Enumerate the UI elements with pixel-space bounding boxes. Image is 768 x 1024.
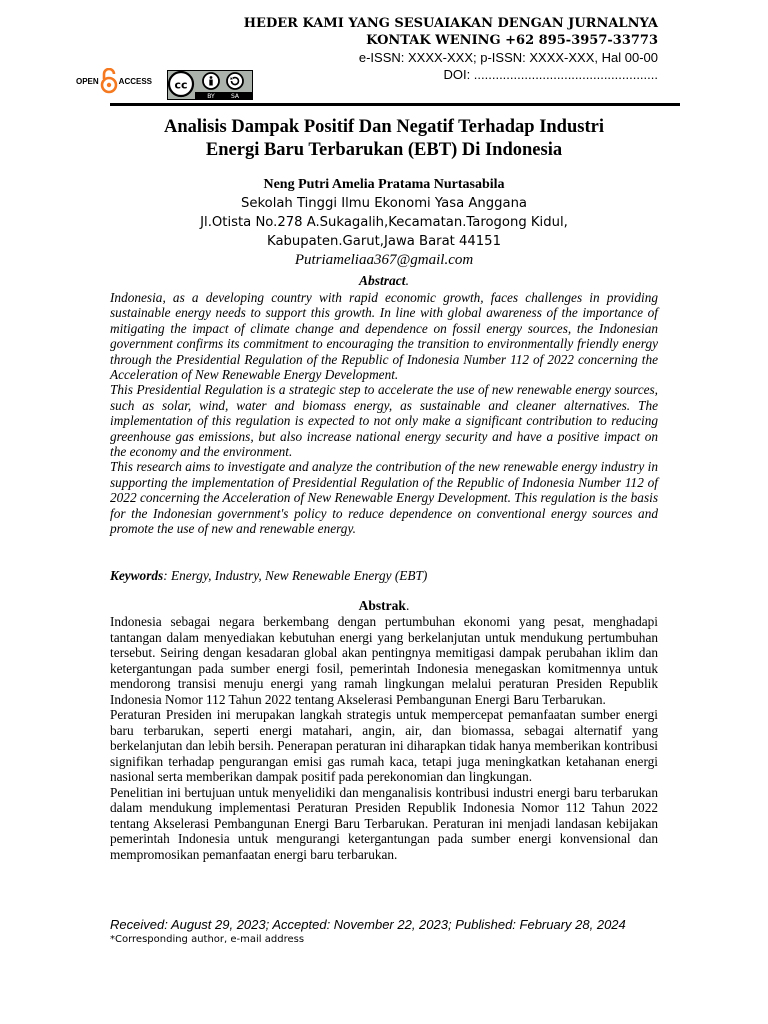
abstract-id-paragraph: Penelitian ini bertujuan untuk menyelidiki dan menganalisis kontribusi industri energi baru terbarukan dalam mendukung implementasi Peraturan Presiden Republik Indonesia Nomor 112 Tahun 2022 tentang Akselerasi Pembangunan Energi Baru Terbarukan. Peraturan ini menjadi landasan kebijakan pemerintah Indonesia untuk mengurangi ketergantungan pada sumber energi konvensional dan mempromosikan pemanfaatan energi baru terbarukan. — [110, 784, 658, 862]
open-access-right-text: ACCESS — [118, 76, 153, 86]
abstract-en-body — [110, 290, 658, 537]
open-access-logo — [76, 68, 152, 94]
abstract-en-heading: Abstract. — [359, 273, 409, 288]
open-lock-icon — [100, 68, 118, 94]
keywords-line — [110, 568, 658, 584]
received-dates: Received: August 29, 2023; Accepted: November 22, 2023; Published: February 28, 2024 — [110, 917, 626, 932]
abstract-id-body — [110, 614, 658, 862]
paper-title — [110, 116, 658, 162]
abstract-en-paragraph: This research aims to investigate and analyze the contribution of the new renewable energy industry in supporting the implementation of Presidential Regulation of the Republic of Indonesia Number 112 of 2022 concerning the Acceleration of New Renewable Energy Development. This regulation is the basis for the Indonesian government's policy to reduce dependence on conventional energy sources and promote the use of new and renewable energy. — [110, 459, 658, 537]
author-name: Neng Putri Amelia Pratama Nurtasabila — [263, 177, 505, 192]
abstract-en-paragraph: This Presidential Regulation is a strategic step to accelerate the use of new renewable energy sources, such as solar, wind, water and biomass energy, as sustainable and cleaner alternatives. The implementation of this regulation is expected to not only make a significant contribution to reducing greenhouse gas emissions, but also increase national energy security and have a positive impact on the economy and the environment. — [110, 382, 658, 460]
contact-line: KONTAK WENING +62 895-3957-33773 — [366, 33, 658, 48]
cc-by-sa-license-badge — [167, 70, 253, 100]
author-address-1: Jl.Otista No.278 A.Sukagalih,Kecamatan.Tarogong Kidul, — [200, 215, 568, 230]
cc-label: cc — [174, 78, 188, 92]
journal-header — [244, 15, 658, 83]
sa-label: SA — [230, 93, 240, 100]
abstract-id-heading: Abstrak. — [358, 598, 410, 613]
author-block — [110, 175, 658, 270]
open-access-left-text: OPEN — [76, 76, 99, 86]
abstract-id-paragraph: Indonesia sebagai negara berkembang dengan pertumbuhan ekonomi yang pesat, menghadapi tantangan dalam menyediakan kebutuhan energi yang berkelanjutan untuk mendukung pertumbuhan tersebut. Seiring dengan kesadaran global akan pentingnya memitigasi dampak perubahan iklim dan ketergantungan pada sumber energi fosil, pemerintah Indonesia menegaskan komitmennya untuk mendorong transisi menuju energi yang ramah lingkungan melalui peraturan Presiden Republik Indonesia Nomor 112 Tahun 2022 tentang Akselerasi Pembangunan Energi Baru Terbarukan. — [110, 614, 658, 707]
author-email: Putriameliaa367@gmail.com — [294, 252, 474, 268]
keywords-label: Keywords — [110, 568, 164, 583]
corresponding-author-note: *Corresponding author, e-mail address — [110, 934, 305, 945]
by-label: BY — [207, 93, 215, 100]
abstract-id-paragraph: Peraturan Presiden ini merupakan langkah strategis untuk mempercepat pemanfaatan sumber energi baru terbarukan, seperti energi matahari, angin, air, dan biomassa, sebagai alternatif yang berkelanjutan dan lebih bersih. Penerapan peraturan ini diharapkan tidak hanya memberikan kontribusi signifikan terhadap pengurangan emisi gas rumah kaca, tetapi juga meningkatkan ketahanan energi nasional serta memberikan dampak positif pada perekonomian dan lingkungan. — [110, 707, 658, 784]
author-institution: Sekolah Tinggi Ilmu Ekonomi Yasa Anggana — [240, 196, 528, 211]
issn-line: e-ISSN: XXXX-XXX; p-ISSN: XXXX-XXX, Hal 00-00 — [358, 50, 658, 65]
title-line-1: Analisis Dampak Positif Dan Negatif Terhadap Industri — [164, 117, 604, 137]
title-line-2: Energi Baru Terbarukan (EBT) Di Indonesia — [205, 140, 563, 160]
abstract-en-paragraph: Indonesia, as a developing country with rapid economic growth, faces challenges in providing sustainable energy needs to support this growth. In line with global awareness of the importance of mitigating the impact of climate change and dependence on fossil energy sources, the Indonesian government confirms its commitment to encouraging the transition to environmentally friendly energy through the Presidential Regulation of the Republic of Indonesia Number 112 of 2022 concerning the Acceleration of New Renewable Energy Development. — [110, 290, 658, 383]
author-address-2: Kabupaten.Garut,Jawa Barat 44151 — [267, 234, 501, 249]
keywords-text: : Energy, Industry, New Renewable Energy (EBT) — [163, 568, 428, 583]
journal-name: HEDER KAMI YANG SESUAIAKAN DENGAN JURNALNYA — [243, 16, 658, 31]
doi-line: DOI: ................................................... — [443, 67, 658, 82]
header-rule — [110, 103, 680, 106]
